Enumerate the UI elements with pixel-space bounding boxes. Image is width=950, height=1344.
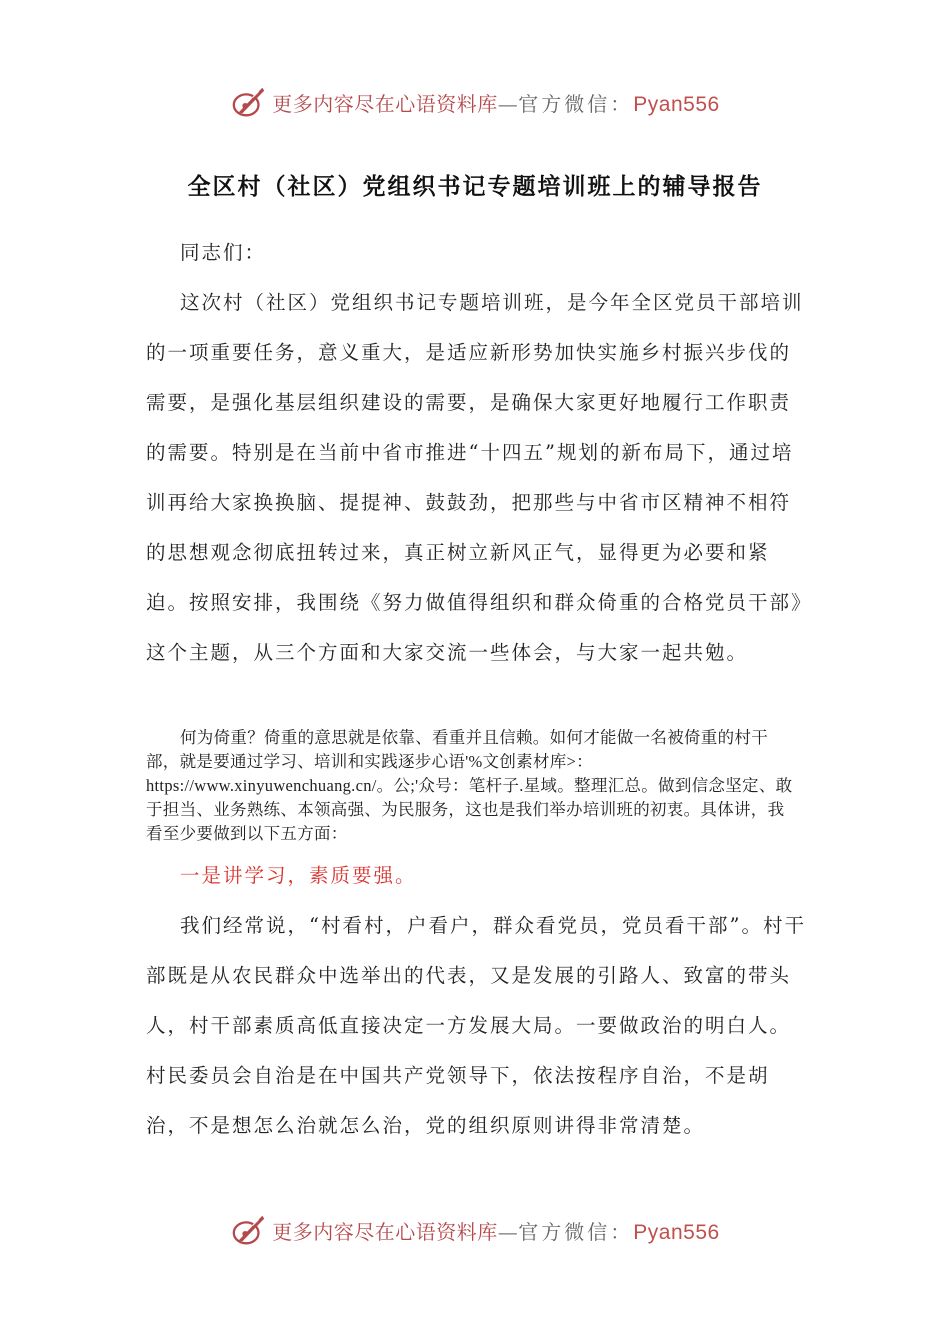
- banner-wechat-label: 官方微信：: [518, 1219, 634, 1244]
- section-heading-1: 一是讲学习，素质要强。: [180, 864, 417, 887]
- banner-dash: —: [497, 1219, 519, 1244]
- header-banner: [0, 80, 950, 124]
- banner-account: Pyan556: [633, 1220, 720, 1244]
- banner-prefix: 更多内容尽在心语资料库: [272, 1219, 498, 1244]
- banner-prefix: 更多内容尽在心语资料库: [272, 91, 498, 116]
- banner-text: [272, 88, 719, 117]
- greeting: 同志们：: [180, 241, 267, 264]
- banner-wechat-label: 官方微信：: [518, 91, 634, 116]
- banner-dash: —: [497, 91, 519, 116]
- paragraph-1: 这次村（社区）党组织书记专题培训班，是今年全区党员干部培训的一项重要任务，意义重大，是适应新形势加快实施乡村振兴步伐的需要，是强化基层组织建设的需要，是确保大家更好地履行工作职责的需要。特别是在当前中省市推进“十四五”规划的新布局下，通过培训再给大家换换脑、提提神、鼓鼓劲，把那些与中省市区精神不相符的思想观念彻底扭转过来，真正树立新风正气，显得更为必要和紧迫。按照安排，我围绕《努力做值得组织和群众倚重的合格党员干部》这个主题，从三个方面和大家交流一些体会，与大家一起共勉。: [146, 291, 804, 664]
- banner-text: [272, 1216, 719, 1245]
- paragraph-2: 何为倚重？倚重的意思就是依靠、看重并且信赖。如何才能做一名被倚重的村干部，就是要通过学习、培训和实践逐步心语'%文创素材库>：https://www.xinyuwenchuang.cn/。公;'众号：笔杆子.星域。整理汇总。做到信念坚定、敢于担当、业务熟练、本领高强、为民服务，这也是我们举办培训班的初衷。具体讲，我看至少要做到以下五方面：: [146, 728, 793, 843]
- quill-logo-icon: [230, 1211, 268, 1249]
- banner-account: Pyan556: [633, 92, 720, 116]
- quill-logo-icon: [230, 83, 268, 121]
- paragraph-3: 我们经常说，“村看村，户看户，群众看党员，党员看干部”。村干部既是从农民群众中选举出的代表，又是发展的引路人、致富的带头人，村干部素质高低直接决定一方发展大局。一要做政治的明白人。村民委员会自治是在中国共产党领导下，依法按程序自治，不是胡治，不是想怎么治就怎么治，党的组织原则讲得非常清楚。: [146, 914, 806, 1137]
- footer-banner: [0, 1208, 950, 1252]
- document-title: 全区村（社区）党组织书记专题培训班上的辅导报告: [187, 174, 763, 200]
